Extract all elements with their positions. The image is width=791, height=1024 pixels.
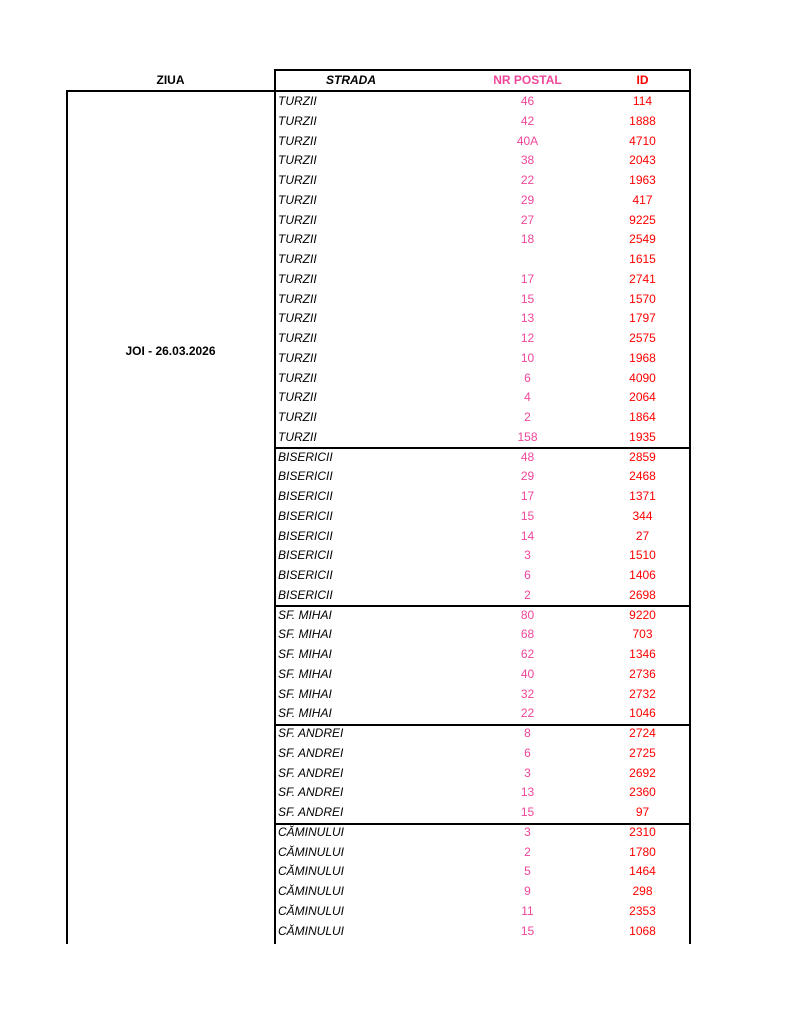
postal-number-cell: 13 bbox=[520, 311, 535, 326]
id-cell: 1780 bbox=[629, 844, 656, 859]
id-cell: 417 bbox=[632, 192, 653, 207]
postal-number-cell: 29 bbox=[520, 192, 535, 207]
street-cell: SF. MIHAI bbox=[278, 666, 332, 681]
id-cell: 1615 bbox=[629, 252, 656, 266]
postal-number-cell: 6 bbox=[524, 370, 531, 385]
table-row bbox=[276, 527, 688, 547]
table-row bbox=[276, 645, 688, 665]
table-row bbox=[276, 922, 688, 942]
postal-number-cell: 10 bbox=[520, 350, 535, 365]
id-cell: 4090 bbox=[629, 370, 656, 385]
table-row bbox=[276, 92, 688, 112]
table-row bbox=[276, 270, 688, 290]
street-cell: BISERICII bbox=[278, 568, 333, 582]
postal-number-cell: 2 bbox=[524, 587, 531, 602]
table-row bbox=[276, 882, 688, 902]
id-cell: 4710 bbox=[629, 133, 656, 148]
id-cell: 2575 bbox=[629, 331, 656, 345]
id-cell: 1797 bbox=[629, 311, 656, 326]
street-cell: BISERICII bbox=[278, 449, 333, 464]
street-cell: BISERICII bbox=[278, 489, 333, 503]
street-cell: SF. ANDREI bbox=[278, 745, 344, 760]
id-cell: 2043 bbox=[629, 153, 656, 168]
table-row bbox=[276, 764, 688, 784]
column-header-strada: STRADA bbox=[326, 73, 376, 87]
postal-number-cell: 80 bbox=[520, 607, 535, 622]
table-row bbox=[276, 349, 688, 369]
table-row bbox=[276, 467, 688, 487]
street-cell: TURZII bbox=[278, 291, 317, 306]
street-cell: SF. MIHAI bbox=[278, 686, 332, 701]
street-cell: BISERICII bbox=[278, 469, 333, 484]
postal-number-cell: 158 bbox=[517, 429, 538, 444]
table-row bbox=[276, 112, 688, 132]
postal-number-cell: 3 bbox=[524, 824, 531, 839]
table-row bbox=[276, 487, 688, 507]
id-cell: 2692 bbox=[629, 765, 656, 780]
street-cell: CĂMINULUI bbox=[278, 844, 345, 859]
table-row bbox=[276, 507, 688, 527]
street-cell: TURZII bbox=[278, 232, 317, 247]
id-cell: 1046 bbox=[629, 706, 656, 721]
id-cell: 1406 bbox=[629, 568, 656, 582]
street-cell: SF. MIHAI bbox=[278, 607, 332, 622]
table-row bbox=[276, 606, 688, 626]
id-cell: 2859 bbox=[629, 449, 656, 464]
street-cell: BISERICII bbox=[278, 528, 333, 543]
id-cell: 1346 bbox=[629, 647, 656, 661]
table-row bbox=[276, 862, 688, 882]
street-cell: TURZII bbox=[278, 271, 317, 286]
postal-number-cell: 15 bbox=[520, 508, 535, 523]
street-cell: TURZII bbox=[278, 212, 317, 227]
header-box-top bbox=[274, 69, 691, 71]
postal-number-cell: 15 bbox=[520, 923, 535, 938]
id-cell: 1864 bbox=[629, 410, 656, 424]
table-row bbox=[276, 369, 688, 389]
street-cell: BISERICII bbox=[278, 508, 333, 523]
table-row bbox=[276, 290, 688, 310]
postal-number-cell: 12 bbox=[520, 331, 535, 345]
id-cell: 2353 bbox=[629, 903, 656, 918]
id-cell: 344 bbox=[632, 508, 653, 523]
postal-number-cell: 6 bbox=[524, 745, 531, 760]
id-cell: 2310 bbox=[629, 824, 656, 839]
table-row bbox=[276, 724, 688, 744]
table-row bbox=[276, 191, 688, 211]
table-row bbox=[276, 250, 688, 270]
postal-number-cell: 2 bbox=[524, 844, 531, 859]
postal-number-cell: 48 bbox=[520, 449, 535, 464]
table-row bbox=[276, 408, 688, 428]
street-cell: TURZII bbox=[278, 331, 317, 345]
table-row bbox=[276, 132, 688, 152]
table-row bbox=[276, 230, 688, 250]
table-row bbox=[276, 902, 688, 922]
postal-number-cell: 5 bbox=[524, 864, 531, 879]
postal-number-cell: 22 bbox=[520, 173, 535, 187]
postal-number-cell: 13 bbox=[520, 785, 535, 800]
table-row bbox=[276, 803, 688, 823]
postal-number-cell: 62 bbox=[520, 647, 535, 661]
street-cell: SF. MIHAI bbox=[278, 647, 332, 661]
id-cell: 2736 bbox=[629, 666, 656, 681]
day-date-value: JOI - 26.03.2026 bbox=[125, 344, 216, 358]
table-row bbox=[276, 309, 688, 329]
table-row bbox=[276, 428, 688, 448]
table-row bbox=[276, 625, 688, 645]
table-row bbox=[276, 448, 688, 468]
street-cell: CĂMINULUI bbox=[278, 903, 345, 918]
id-cell: 1510 bbox=[629, 548, 656, 563]
street-cell: CĂMINULUI bbox=[278, 923, 345, 938]
postal-number-cell: 38 bbox=[520, 153, 535, 168]
id-cell: 9220 bbox=[629, 607, 656, 622]
id-cell: 1968 bbox=[629, 350, 656, 365]
street-cell: BISERICII bbox=[278, 587, 333, 602]
id-cell: 97 bbox=[635, 805, 650, 819]
table-row bbox=[276, 685, 688, 705]
table-row bbox=[276, 329, 688, 349]
postal-number-cell: 46 bbox=[520, 94, 535, 108]
table-row bbox=[276, 151, 688, 171]
id-cell: 2468 bbox=[629, 469, 656, 484]
postal-number-cell: 15 bbox=[520, 805, 535, 819]
street-cell: SF. MIHAI bbox=[278, 706, 332, 721]
table-row bbox=[276, 823, 688, 843]
table-row bbox=[276, 586, 688, 606]
id-cell: 2698 bbox=[629, 587, 656, 602]
postal-number-cell: 11 bbox=[521, 903, 534, 918]
id-cell: 2064 bbox=[629, 390, 656, 405]
id-cell: 1371 bbox=[629, 489, 656, 503]
postal-number-cell: 3 bbox=[524, 548, 531, 563]
table-row bbox=[276, 783, 688, 803]
id-cell: 2741 bbox=[629, 271, 656, 286]
id-cell: 27 bbox=[635, 528, 650, 543]
street-cell: TURZII bbox=[278, 311, 317, 326]
ziua-left-border bbox=[66, 90, 68, 944]
id-cell: 114 bbox=[632, 94, 653, 108]
table-row bbox=[276, 546, 688, 566]
street-cell: CĂMINULUI bbox=[278, 824, 345, 839]
street-cell: BISERICII bbox=[278, 548, 333, 563]
id-cell: 703 bbox=[632, 627, 653, 642]
postal-number-cell: 17 bbox=[520, 489, 535, 503]
postal-number-cell: 40 bbox=[520, 666, 535, 681]
postal-number-cell: 8 bbox=[524, 726, 531, 740]
id-cell: 9225 bbox=[629, 212, 656, 227]
address-rows bbox=[276, 92, 688, 941]
postal-number-cell: 14 bbox=[520, 528, 535, 543]
street-cell: SF. ANDREI bbox=[278, 785, 344, 800]
street-cell: TURZII bbox=[278, 94, 317, 108]
table-row bbox=[276, 171, 688, 191]
id-cell: 1570 bbox=[629, 291, 656, 306]
id-cell: 2360 bbox=[629, 785, 656, 800]
id-cell: 1888 bbox=[629, 113, 656, 128]
postal-number-cell: 40A bbox=[516, 133, 539, 148]
postal-number-cell: 32 bbox=[520, 686, 535, 701]
street-cell: SF. MIHAI bbox=[278, 627, 332, 642]
postal-number-cell: 3 bbox=[524, 765, 531, 780]
street-cell: TURZII bbox=[278, 113, 317, 128]
street-cell: TURZII bbox=[278, 133, 317, 148]
postal-number-cell: 15 bbox=[520, 291, 535, 306]
street-cell: TURZII bbox=[278, 192, 317, 207]
street-cell: TURZII bbox=[278, 173, 317, 187]
table-row bbox=[276, 665, 688, 685]
id-cell: 2732 bbox=[629, 686, 656, 701]
id-cell: 1464 bbox=[629, 864, 656, 879]
street-cell: SF. ANDREI bbox=[278, 726, 344, 740]
postal-number-cell: 27 bbox=[520, 212, 535, 227]
street-cell: TURZII bbox=[278, 252, 317, 266]
postal-number-cell: 42 bbox=[520, 113, 535, 128]
postal-number-cell: 4 bbox=[524, 390, 531, 405]
id-cell: 1068 bbox=[629, 923, 656, 938]
table-row bbox=[276, 704, 688, 724]
id-cell: 1935 bbox=[629, 429, 656, 444]
street-cell: TURZII bbox=[278, 429, 317, 444]
column-header-nr-postal: NR POSTAL bbox=[493, 73, 562, 87]
postal-number-cell: 17 bbox=[520, 271, 535, 286]
street-cell: SF. ANDREI bbox=[278, 765, 344, 780]
id-cell: 2725 bbox=[629, 745, 656, 760]
street-cell: TURZII bbox=[278, 410, 317, 424]
postal-number-cell: 6 bbox=[524, 568, 531, 582]
street-cell: CĂMINULUI bbox=[278, 864, 345, 879]
table-row bbox=[276, 388, 688, 408]
street-cell: CĂMINULUI bbox=[278, 884, 345, 898]
street-cell: TURZII bbox=[278, 390, 317, 405]
id-cell: 2549 bbox=[629, 232, 656, 247]
table-row bbox=[276, 744, 688, 764]
street-cell: TURZII bbox=[278, 350, 317, 365]
table-row bbox=[276, 843, 688, 863]
street-cell: TURZII bbox=[278, 153, 317, 168]
postal-number-cell: 9 bbox=[524, 884, 531, 898]
id-cell: 298 bbox=[632, 884, 653, 898]
postal-number-cell: 29 bbox=[520, 469, 535, 484]
postal-number-cell: 18 bbox=[520, 232, 535, 247]
column-header-ziua: ZIUA bbox=[156, 73, 185, 87]
street-cell: SF. ANDREI bbox=[278, 805, 344, 819]
table-row bbox=[276, 566, 688, 586]
street-cell: TURZII bbox=[278, 370, 317, 385]
table-row bbox=[276, 211, 688, 231]
id-cell: 1963 bbox=[629, 173, 656, 187]
postal-number-cell: 22 bbox=[520, 706, 535, 721]
postal-number-cell: 2 bbox=[524, 410, 531, 424]
id-cell: 2724 bbox=[629, 726, 656, 740]
postal-number-cell: 68 bbox=[520, 627, 535, 642]
column-header-id: ID bbox=[636, 73, 649, 87]
